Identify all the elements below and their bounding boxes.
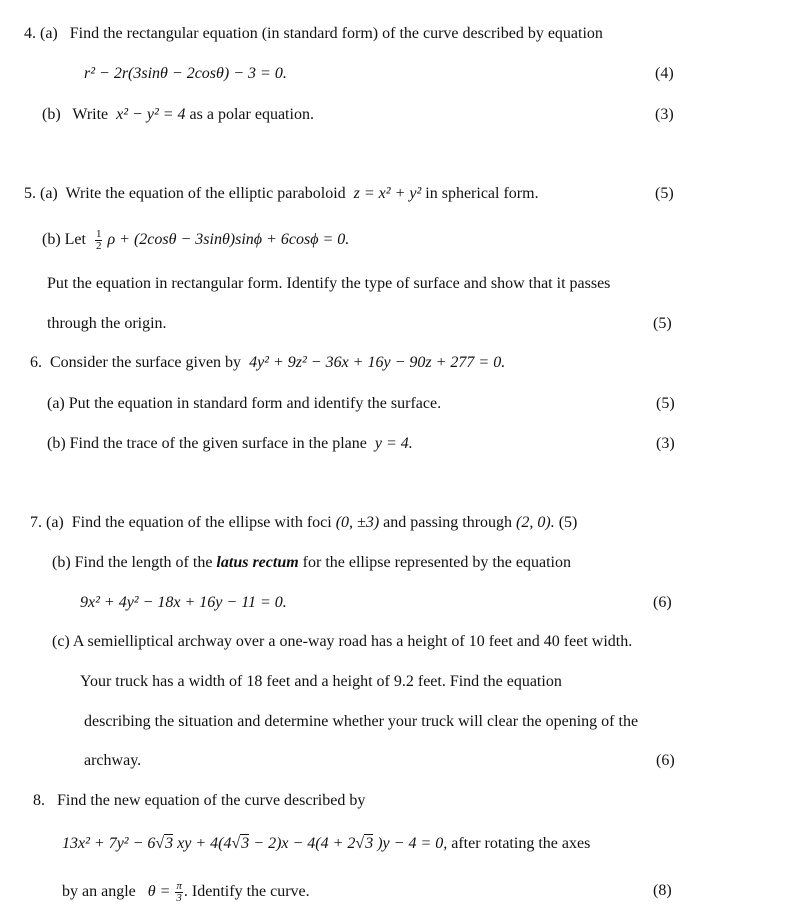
q5a-marks: (5) <box>655 185 674 202</box>
q7b-marks: (6) <box>653 594 672 611</box>
q5a-line <box>24 184 539 204</box>
q8-eq-radicand3: 3 <box>365 835 374 852</box>
q7a-foci: (0, ±3) <box>335 514 380 531</box>
q6b-equation: y = 4. <box>374 435 413 452</box>
q7c-line3: describing the situation and determine whether your truck will clear the opening of the <box>84 713 639 730</box>
q8-eq-part2: xy + 4(4√ <box>173 835 241 852</box>
q4b-text-post: as a polar equation. <box>189 106 314 123</box>
q8-frac-den: 3 <box>176 892 182 904</box>
q6a-text: (a) Put the equation in standard form and identify the surface. <box>47 395 442 412</box>
q8-line3 <box>62 881 310 904</box>
q4a-label: 4. (a) <box>24 25 58 42</box>
q6-line <box>30 353 505 373</box>
q5b-frac-num: 1 <box>95 228 102 240</box>
q4a-line <box>24 24 603 44</box>
q6b-marks: (3) <box>656 435 675 452</box>
q6-equation: 4y² + 9z² − 36x + 16y − 90z + 277 = 0. <box>249 354 506 371</box>
q4a-equation: r² − 2r(3sinθ − 2cosθ) − 3 = 0. <box>84 65 287 82</box>
q8-text: Find the new equation of the curve described by <box>57 792 366 809</box>
q8-eq-radicand1: 3 <box>165 835 174 852</box>
q5b-line3: through the origin. <box>47 315 167 332</box>
q5a-label: 5. (a) <box>24 185 58 202</box>
q4b-marks: (3) <box>655 106 674 123</box>
q7b-text-pre: (b) Find the length of the <box>52 554 213 571</box>
q8-eq-part3: − 2)x − 4(4 + 2√ <box>249 835 365 852</box>
q8-line3-post: . Identify the curve. <box>183 883 310 901</box>
q8-eq-part4: )y − 4 = 0, <box>373 835 448 852</box>
q7b-equation: 9x² + 4y² − 18x + 16y − 11 = 0. <box>80 594 287 611</box>
q5b-line <box>42 229 349 252</box>
q7b-text-post: for the ellipse represented by the equation <box>302 554 571 571</box>
q7a-line <box>30 513 577 533</box>
q7c-line1: (c) A semielliptical archway over a one-way road has a height of 10 feet and 40 feet width. <box>52 633 633 650</box>
q5b-label: (b) Let <box>42 231 86 249</box>
q7c-line2: Your truck has a width of 18 feet and a height of 9.2 feet. Find the equation <box>80 673 562 690</box>
q6a-marks: (5) <box>656 395 675 412</box>
q5a-text-pre: Write the equation of the elliptic paraboloid <box>65 185 346 202</box>
q4b-text-pre: Write <box>72 106 109 123</box>
q8-line3-pre: by an angle <box>62 883 136 901</box>
q5b-line2: Put the equation in rectangular form. Identify the type of surface and show that it passes <box>47 275 611 292</box>
q8-fraction <box>175 881 183 904</box>
q8-frac-num: π <box>176 880 182 892</box>
q4a-text: Find the rectangular equation (in standard form) of the curve described by equation <box>69 25 603 42</box>
q7a-point: (2, 0). <box>516 514 555 531</box>
q4b-line <box>42 105 314 125</box>
q4b-label: (b) <box>42 106 61 123</box>
q5b-frac-den: 2 <box>95 240 102 252</box>
q8-marks: (8) <box>653 882 672 899</box>
q5a-text-post: in spherical form. <box>425 185 539 202</box>
q8-eq-post: after rotating the axes <box>451 835 591 852</box>
q8-theta: θ = <box>147 883 171 901</box>
q7a-marks: (5) <box>558 514 578 531</box>
q7a-label: 7. (a) <box>30 514 64 531</box>
q7b-line <box>52 553 571 573</box>
q6-text-pre: Consider the surface given by <box>50 354 242 371</box>
q6b-text-pre: (b) Find the trace of the given surface in the plane <box>47 435 367 452</box>
q7b-term: latus rectum <box>216 554 299 571</box>
q7c-line4: archway. <box>84 752 142 769</box>
q8-line <box>33 791 365 811</box>
q4a-marks: (4) <box>655 65 674 82</box>
q8-eq-radicand2: 3 <box>241 835 250 852</box>
q8-label: 8. <box>33 792 45 809</box>
q6b-line <box>47 434 413 454</box>
q5b-equation: ρ + (2cosθ − 3sinθ)sinϕ + 6cosϕ = 0. <box>107 231 350 249</box>
q7c-marks: (6) <box>656 752 675 769</box>
q8-eq-part1: 13x² + 7y² − 6√ <box>62 835 165 852</box>
q7a-text-mid: and passing through <box>383 514 513 531</box>
q7a-text-pre: Find the equation of the ellipse with foci <box>71 514 332 531</box>
q5a-equation: z = x² + y² <box>353 185 422 202</box>
q5b-marks: (5) <box>653 315 672 332</box>
q5b-fraction <box>95 229 103 252</box>
q8-equation-line <box>62 834 590 854</box>
q6-label: 6. <box>30 354 42 371</box>
q4b-equation: x² − y² = 4 <box>116 106 186 123</box>
